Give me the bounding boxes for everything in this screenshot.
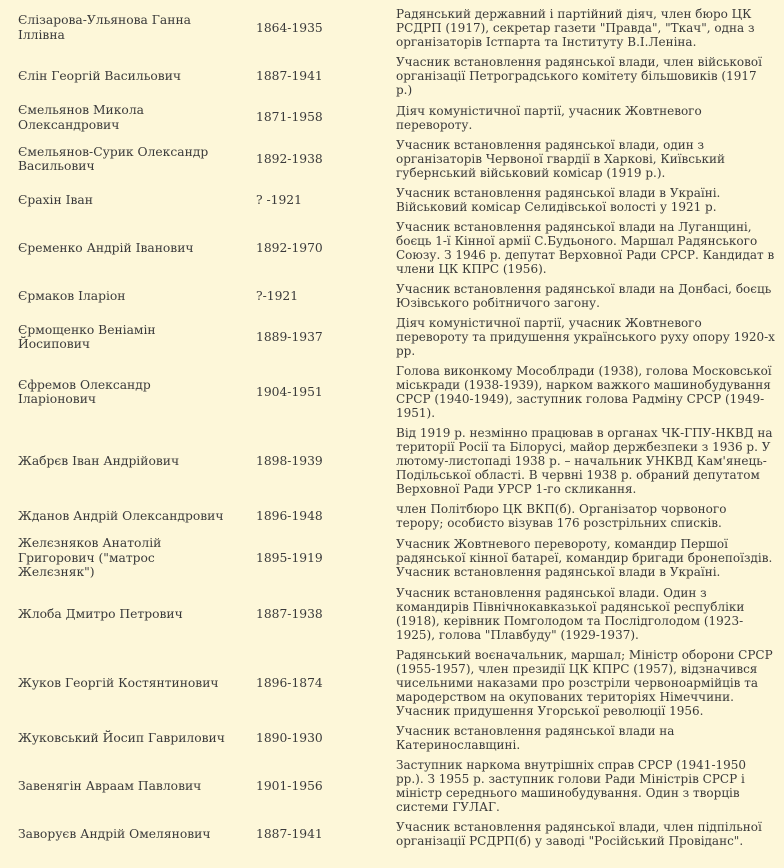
table-row <box>0 135 784 183</box>
life-years: 1892-1970 <box>256 240 323 255</box>
person-name: Єрмощенко Веніамін Йосипович <box>18 322 156 352</box>
table-row <box>0 279 784 313</box>
biography-text: Діяч комуністичної партії, учасник Жовтневого перевороту та придушення українського руху опору 1920-х рр. <box>396 316 775 359</box>
table-row <box>0 423 784 499</box>
biography-text: член Політбюро ЦК ВКП(б). Організатор чорвоного терору; особисто візував 176 розстрільних списків. <box>396 502 727 531</box>
life-years: 1890-1930 <box>256 730 323 745</box>
table-row <box>0 4 784 52</box>
biography-text: Учасник Жовтневого перевороту, командир Першої радянської кінної батареї, командир бригади бронепоїздів. Учасник встановлення радянської влади в Україні. <box>396 537 773 580</box>
table-row <box>0 583 784 645</box>
biography-text: Учасник встановлення радянської влади, член військової організації Петроградського комітету більшовиків (1917 р.) <box>396 55 762 97</box>
biography-text: Учасник встановлення радянської влади, член підпільної організації РСДРП(б) у заводі "Російський Провіданс". <box>396 819 762 848</box>
table-row <box>0 817 784 851</box>
table-row <box>0 313 784 361</box>
person-name: Желєзняков Анатолій Григорович ("матрос Желєзняк") <box>18 536 162 580</box>
life-years: 1892-1938 <box>256 151 323 166</box>
biography-text: Учасник встановлення радянської влади на Катеринославщині. <box>396 723 675 752</box>
table-row <box>0 533 784 583</box>
table-row <box>0 52 784 100</box>
biography-text: Учасник встановлення радянської влади в Україні. Військовий комісар Селидівської волості у 1921 р. <box>396 186 721 215</box>
person-name: Ємельянов-Сурик Олександр Васильович <box>18 144 209 174</box>
person-name: Ємельянов Микола Олександрович <box>18 103 144 132</box>
life-years: ? -1921 <box>256 192 302 207</box>
person-name: Єрмаков Іларіон <box>18 288 126 303</box>
biography-text: Учасник встановлення радянської влади на Донбасі, боєць Юзівського робітничого загону. <box>396 282 772 311</box>
person-name: Жуков Георгій Костянтинович <box>18 675 219 690</box>
table-row <box>0 100 784 135</box>
life-years: 1864-1935 <box>256 20 323 35</box>
person-name: Жлоба Дмитро Петрович <box>18 606 183 621</box>
table-row <box>0 645 784 721</box>
biography-text: Заступник наркома внутрішніх справ СРСР (1941-1950 рр.). З 1955 р. заступник голови Ради Міністрів СРСР і міністр середнього машинобудування. Один з творців системи ГУЛАГ. <box>396 757 747 814</box>
life-years: 1898-1939 <box>256 453 323 468</box>
life-years: 1896-1874 <box>256 675 323 690</box>
person-name: Жуковський Йосип Гаврилович <box>18 730 225 745</box>
biography-text: Учасник встановлення радянської влади. Один з командирів Північнокавказької радянської республіки (1918), керівник Помголодом та Послідголодом (1923-1925), голова "Плавбуду" (1929-1937). <box>396 585 745 642</box>
person-name: Єрахін Іван <box>18 192 93 207</box>
biography-text: Голова виконкому Мособлради (1938), голова Московської міськради (1938-1939), нарком важкого машинобудування СРСР (1940-1949), заступник голова Радміну СРСР (1949-1951). <box>396 364 772 421</box>
life-years: 1871-1958 <box>256 110 323 125</box>
person-name: Єлін Георгій Васильович <box>18 68 182 83</box>
table-row <box>0 755 784 817</box>
life-years: 1904-1951 <box>256 384 323 399</box>
person-name: Жданов Андрій Олександрович <box>18 508 224 523</box>
biography-text: Діяч комуністичної партії, учасник Жовтневого перевороту. <box>396 103 702 132</box>
person-name: Єременко Андрій Іванович <box>18 240 194 255</box>
life-years: 1887-1941 <box>256 826 323 841</box>
person-name: Жабрєв Іван Андрійович <box>18 453 180 468</box>
table-row <box>0 217 784 279</box>
person-name: Єфремов Олександр Іларіонович <box>18 377 151 407</box>
biography-table <box>0 4 784 851</box>
table-row <box>0 499 784 533</box>
biography-text: Учасник встановлення радянської влади на Луганщині, боєць 1-ї Кінної армії С.Будьоного. Маршал Радянського Союзу. З 1946 р. депутат Верховної Ради СРСР. Кандидат в члени ЦК КПРС (1956). <box>396 220 775 277</box>
table-row <box>0 721 784 755</box>
life-years: 1887-1938 <box>256 606 323 621</box>
table-row <box>0 361 784 423</box>
life-years: 1889-1937 <box>256 329 323 344</box>
life-years: 1895-1919 <box>256 550 323 565</box>
life-years: 1887-1941 <box>256 68 323 83</box>
person-name: Завенягін Авраам Павлович <box>18 778 202 793</box>
person-name: Єлізарова-Ульянова Ганна Іллівна <box>18 13 191 42</box>
biography-text: Учасник встановлення радянської влади, один з організаторів Червоної гвардії в Харкові, Київський губернський військовий комісар (1919 р.). <box>396 138 726 181</box>
biography-text: Радянський державний і партійний діяч, член бюро ЦК РСДРП (1917), секретар газети "Правда", "Ткач", одна з організаторів Істпарта та Інституту В.І.Леніна. <box>396 7 755 49</box>
biography-text: Радянський воєначальник, маршал; Міністр оборони СРСР (1955-1957), член президії ЦК КПРС (1957), відзначився чисельними наказами про розстріли червоноармійців та мародерством на окупованих територіях Німеччини. Учасник придушення Угорської революції 1956. <box>396 647 773 718</box>
table-body <box>0 4 784 851</box>
life-years: 1901-1956 <box>256 778 323 793</box>
biography-text: Від 1919 р. незмінно працював в органах ЧК-ГПУ-НКВД на території Росії та Білорусі, майор держбезпеки з 1936 р. У лютому-листопаді 1938 р. – начальник УНКВД Кам'янець-Подільської області. В червні 1938 р. обраний депутатом Верховної Ради УРСР 1-го скликання. <box>396 426 773 497</box>
table-row <box>0 183 784 217</box>
life-years: 1896-1948 <box>256 508 323 523</box>
person-name: Заворуєв Андрій Омелянович <box>18 826 211 841</box>
life-years: ?-1921 <box>256 288 299 303</box>
